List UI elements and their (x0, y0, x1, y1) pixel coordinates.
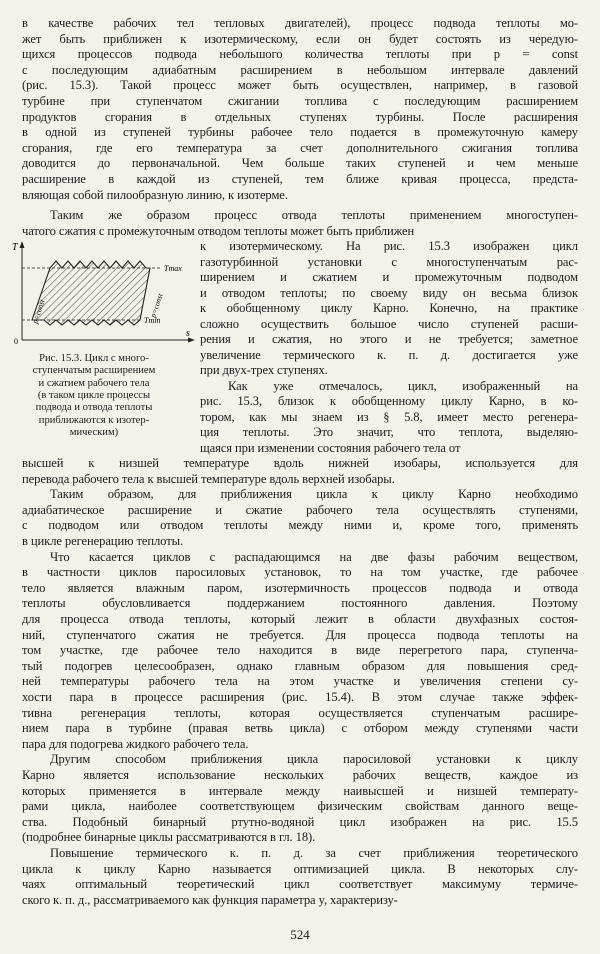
text-line: Как уже отмечалось, цикл, изображенный на (228, 378, 578, 393)
page-number: 524 (290, 927, 310, 942)
text-line: с подводом или отводом теплоты между ними и, кроме того, применять (22, 518, 578, 533)
text-line: тело является влажным паром, изотермичность процессов подвода и отвода (22, 580, 578, 595)
text-line: рами цикла, наиболее соответствующем физическим свойствам данного веще- (22, 799, 578, 814)
text-line: к изотермическому. На рис. 15.3 изображен цикл (200, 239, 578, 253)
text-line: тором, как мы знаем из § 5.8, имеет место регенера- (200, 409, 578, 424)
text-line: ства. Подобный бинарный ртутно-водяной цикл изображен на рис. 15.5 (22, 814, 578, 829)
tmax-label: Tmax (164, 264, 182, 273)
text-line: теплоты обусловливается поддержанием постоянного давления. Поэтому (22, 596, 578, 611)
text-line: жет быть приближен к изотермическому, если он будет состоять из чередую- (22, 31, 578, 46)
caption-line: ступенчатым расширением (32, 365, 156, 377)
text-line: Таким же образом процесс отвода теплоты применением многоступен- (50, 208, 578, 222)
text-line: вляющая собой пилообразную линию, к изотерме. (22, 187, 288, 202)
axis-s-label: s (186, 328, 190, 339)
text-line: том участке, где рабочее тело находится в виде перегретого пара, ступенча- (22, 643, 578, 658)
text-line: продуктов сгорания в отдельных ступенях турбины. После расширения (22, 109, 578, 124)
text-line: расширение в каждой из ступеней, тем ближе кривая процесса, предста- (22, 172, 578, 186)
text-line: в качестве рабочих тел тепловых двигателей), процесс подвода теплоты мо- (22, 16, 578, 30)
figure-15-3-ts-diagram (10, 240, 196, 346)
text-line: Повышение термического к. п. д. за счет приближения теоретического (50, 846, 578, 860)
cycle-sawtooth-outline (32, 261, 150, 325)
text-line: хости пара в процессе расширения (рис. 15.4). В этом случае также эффек- (22, 690, 578, 704)
text-line: адиабатическое расширение и сжатие рабочего тела осуществлять ступенями, (22, 502, 578, 517)
text-line: Что касается циклов с распадающимся на две фазы рабочим веществом, (50, 549, 578, 564)
text-line: рения и сжатия, но этого и не требуется; заметное (200, 332, 578, 346)
text-line: (рис. 15.3). Такой процесс может быть осуществлен, например, в газовой (22, 78, 578, 93)
text-line: ского к. п. д., рассматриваемого как функция параметра y, характеризу- (22, 892, 398, 907)
text-line: тый подогрев целесообразен, однако главным образом для повышения сред- (22, 658, 578, 673)
text-line: сложно осуществить большое число ступеней расши- (200, 316, 578, 331)
caption-line: (в таком цикле процессы (37, 389, 151, 401)
tmin-label: Tmin (144, 316, 161, 325)
text-line: высшей к низшей температуре вдоль нижней изобары, используется для (22, 456, 578, 470)
text-line: с последующим адиабатным расширением в небольшом интервале давлений (22, 62, 578, 77)
text-line: к обобщенному циклу Карно. Конечно, на практике (200, 301, 578, 315)
text-line: чаях оптимальный теоретический цикл соответствует максимуму термиче- (22, 877, 578, 892)
caption-line: и сжатием рабочего тела (38, 377, 150, 389)
text-line: для процесса отвода теплоты, который лежит в области двухфазных состоя- (22, 612, 578, 626)
text-line: Таким образом, для приближения цикла к циклу Карно необходимо (50, 487, 578, 502)
text-line: в цикле регенерацию теплоты. (22, 534, 184, 548)
text-line: в одной из ступеней турбины рабочее тело подается в промежуточную камеру (22, 125, 578, 140)
text-line: Другим способом приближения цикла паросиловой установки к циклу (50, 752, 578, 767)
text-line: цикла к циклу Карно называется оптимизацией цикла. В некоторых слу- (22, 861, 578, 876)
text-line: увеличение термического к. п. д. достигается уже (200, 347, 578, 362)
text-line: турбине при ступенчатом сжигании топлива с последующим расширением (22, 94, 578, 108)
text-line: щаяся при изменении состояния рабочего тела от (200, 440, 461, 455)
text-line: в частности циклов паросиловых установок, то на том участке, где рабочее (22, 565, 578, 580)
text-line: ний, ступенчатого сжатия не требуется. Для процесса подвода теплоты на (22, 627, 578, 642)
caption-line: подвода и отвода теплоты (35, 402, 153, 414)
text-line: пара для подогрева жидкого рабочего тела. (22, 736, 249, 751)
text-line: сгорания, где его температура за счет дополнительного сжигания топлива (22, 140, 578, 155)
text-line: при двух-трех ступенях. (200, 363, 328, 377)
text-line: тивна регенерация теплоты, которая осуществляется ступенчатым расшире- (22, 705, 578, 720)
isobar-right-label: p=const (148, 292, 165, 319)
text-line: (подробнее бинарные циклы рассматриваются в гл. 18). (22, 830, 316, 845)
text-line: ней температуры рабочего тела на этом участке и увеличения степени су- (22, 674, 578, 689)
text-line: щихся процессов подвода небольшого количества теплоты при p = const (22, 47, 578, 62)
text-line: доводится до первоначальной. Чем больше таких ступеней и чем меньше (22, 156, 578, 171)
t-axis-arrow-icon (20, 241, 25, 248)
text-line: рис. 15.3, близок к обобщенному циклу Карно, в ко- (200, 394, 578, 408)
text-line: нием пара в турбине (правая ветвь цикла) с отбором между ступенями части (22, 721, 578, 736)
text-line: ция теплоты. Это значит, что теплота, выделяю- (200, 425, 578, 439)
isobar-left-label: p=const (30, 298, 47, 325)
text-line: ширением и сжатием и промежуточным подводом (200, 270, 578, 284)
caption-line: мическим) (69, 426, 119, 438)
text-line: Карно является использование нескольких рабочих веществ, каждое из (22, 768, 578, 782)
caption-line: приближаются к изотер- (38, 414, 150, 426)
axis-t-label: T (12, 242, 18, 253)
text-line: которых применяется в интервале между наивысшей и низшей температу- (22, 783, 578, 798)
caption-line: Рис. 15.3. Цикл с много- (39, 353, 149, 364)
text-line: чатого сжатия с промежуточным отводом теплоты может быть приближен (22, 223, 415, 238)
text-line: газотурбинной установки с многоступенчатым рас- (200, 254, 578, 269)
text-line: перевода рабочего тела к высшей температуре вдоль верхней изобары. (22, 471, 395, 486)
text-line: и отводом теплоты; по своему виду он весьма близок (200, 285, 578, 300)
origin-label: 0 (14, 337, 18, 346)
